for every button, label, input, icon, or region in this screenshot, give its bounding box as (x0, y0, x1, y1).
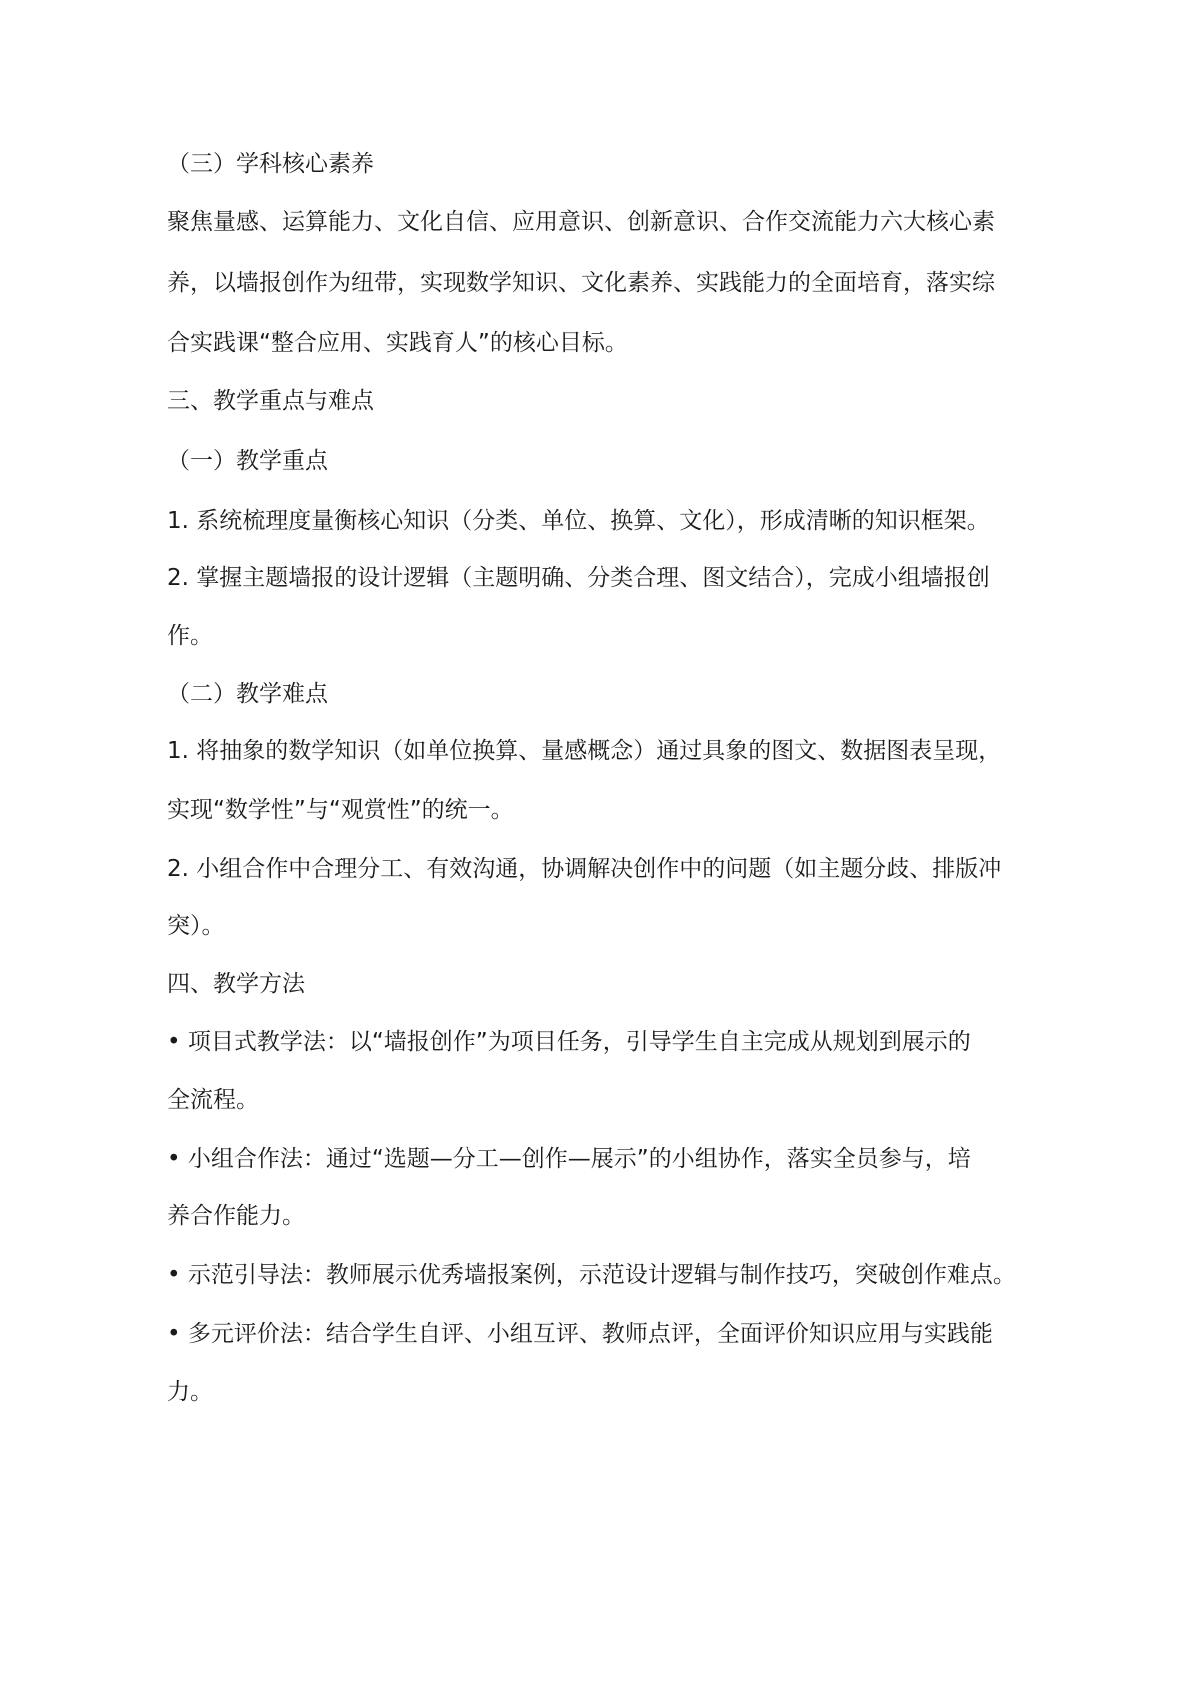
list-item-focus-2: 2. 掌握主题墙报的设计逻辑（主题明确、分类合理、图文结合），完成小组墙报创 (167, 565, 990, 591)
bullet-item-evaluation-method-continued: 力。 (167, 1379, 213, 1405)
list-item-focus-2-continued: 作。 (167, 623, 213, 649)
list-item-difficulty-2: 2. 小组合作中合理分工、有效沟通，协调解决创作中的问题（如主题分歧、排版冲 (167, 856, 1002, 882)
subheading-teaching-difficulty: （二）教学难点 (167, 681, 328, 707)
list-item-difficulty-1-continued: 实现“数学性”与“观赏性”的统一。 (167, 797, 514, 823)
bullet-item-group-method-continued: 养合作能力。 (167, 1203, 305, 1229)
bullet-item-project-method-continued: 全流程。 (167, 1087, 259, 1113)
section-heading-methods: 四、教学方法 (167, 971, 305, 997)
paragraph-line: 合实践课“整合应用、实践育人”的核心目标。 (167, 330, 628, 356)
list-item-difficulty-1: 1. 将抽象的数学知识（如单位换算、量感概念）通过具象的图文、数据图表呈现， (167, 738, 1002, 764)
section-heading-core-literacy: （三）学科核心素养 (167, 151, 374, 177)
list-item-focus-1: 1. 系统梳理度量衡核心知识（分类、单位、换算、文化），形成清晰的知识框架。 (167, 508, 990, 534)
paragraph-line: 养，以墙报创作为纽带，实现数学知识、文化素养、实践能力的全面培育，落实综 (167, 270, 995, 296)
section-heading-key-points: 三、教学重点与难点 (167, 388, 374, 414)
list-item-difficulty-2-continued: 突）。 (167, 913, 225, 939)
bullet-item-evaluation-method: • 多元评价法：结合学生自评、小组互评、教师点评，全面评价知识应用与实践能 (167, 1321, 993, 1347)
bullet-item-demo-method: • 示范引导法：教师展示优秀墙报案例，示范设计逻辑与制作技巧，突破创作难点。 (167, 1262, 1016, 1288)
bullet-item-group-method: • 小组合作法：通过“选题—分工—创作—展示”的小组协作，落实全员参与，培 (167, 1146, 971, 1172)
bullet-item-project-method: • 项目式教学法：以“墙报创作”为项目任务，引导学生自主完成从规划到展示的 (167, 1029, 971, 1055)
paragraph-line: 聚焦量感、运算能力、文化自信、应用意识、创新意识、合作交流能力六大核心素 (167, 209, 995, 235)
subheading-teaching-focus: （一）教学重点 (167, 448, 328, 474)
